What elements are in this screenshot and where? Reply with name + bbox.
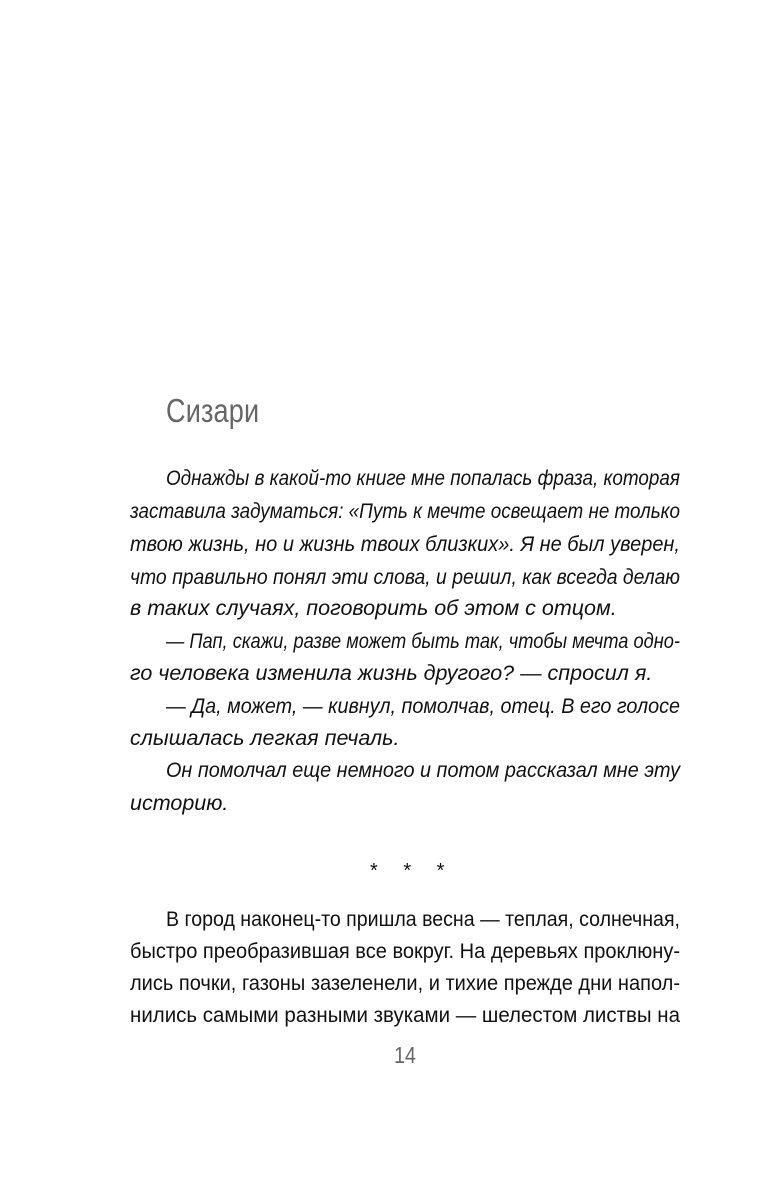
chapter-title: Сизари <box>166 392 260 429</box>
intro-line: в таких случаях, поговорить об этом с отцом. <box>130 596 617 620</box>
intro-line: слышалась легкая печаль. <box>130 726 400 750</box>
intro-line: — Пап, скажи, разве может быть так, чтобы мечта одно- <box>166 629 680 653</box>
intro-line: что правильно понял эти слова, и решил, как всегда делаю <box>130 565 680 589</box>
body-line: В город наконец-то пришла весна — теплая, солнечная, <box>166 907 680 931</box>
intro-line: твою жизнь, но и жизнь твоих близких». Я не был уверен, <box>130 532 680 556</box>
body-line: лись почки, газоны зазеленели, и тихие прежде дни напол- <box>130 971 680 995</box>
intro-line: историю. <box>130 791 229 815</box>
intro-line: заставила задуматься: «Путь к мечте освещает не только <box>130 499 680 523</box>
body-line: быстро преобразившая все вокруг. На деревьях проклюну- <box>130 939 680 963</box>
intro-line: го человека изменила жизнь другого? — спросил я. <box>130 661 653 685</box>
section-separator: * * * <box>370 860 455 882</box>
intro-line: Однажды в какой-то книге мне попалась фраза, которая <box>166 466 680 490</box>
page-number: 14 <box>394 1042 416 1068</box>
intro-line: Он помолчал еще немного и потом рассказал мне эту <box>166 758 680 782</box>
intro-line: — Да, может, — кивнул, помолчав, отец. В его голосе <box>166 694 680 718</box>
body-line: нились самыми разными звуками — шелестом листвы на <box>130 1003 680 1027</box>
